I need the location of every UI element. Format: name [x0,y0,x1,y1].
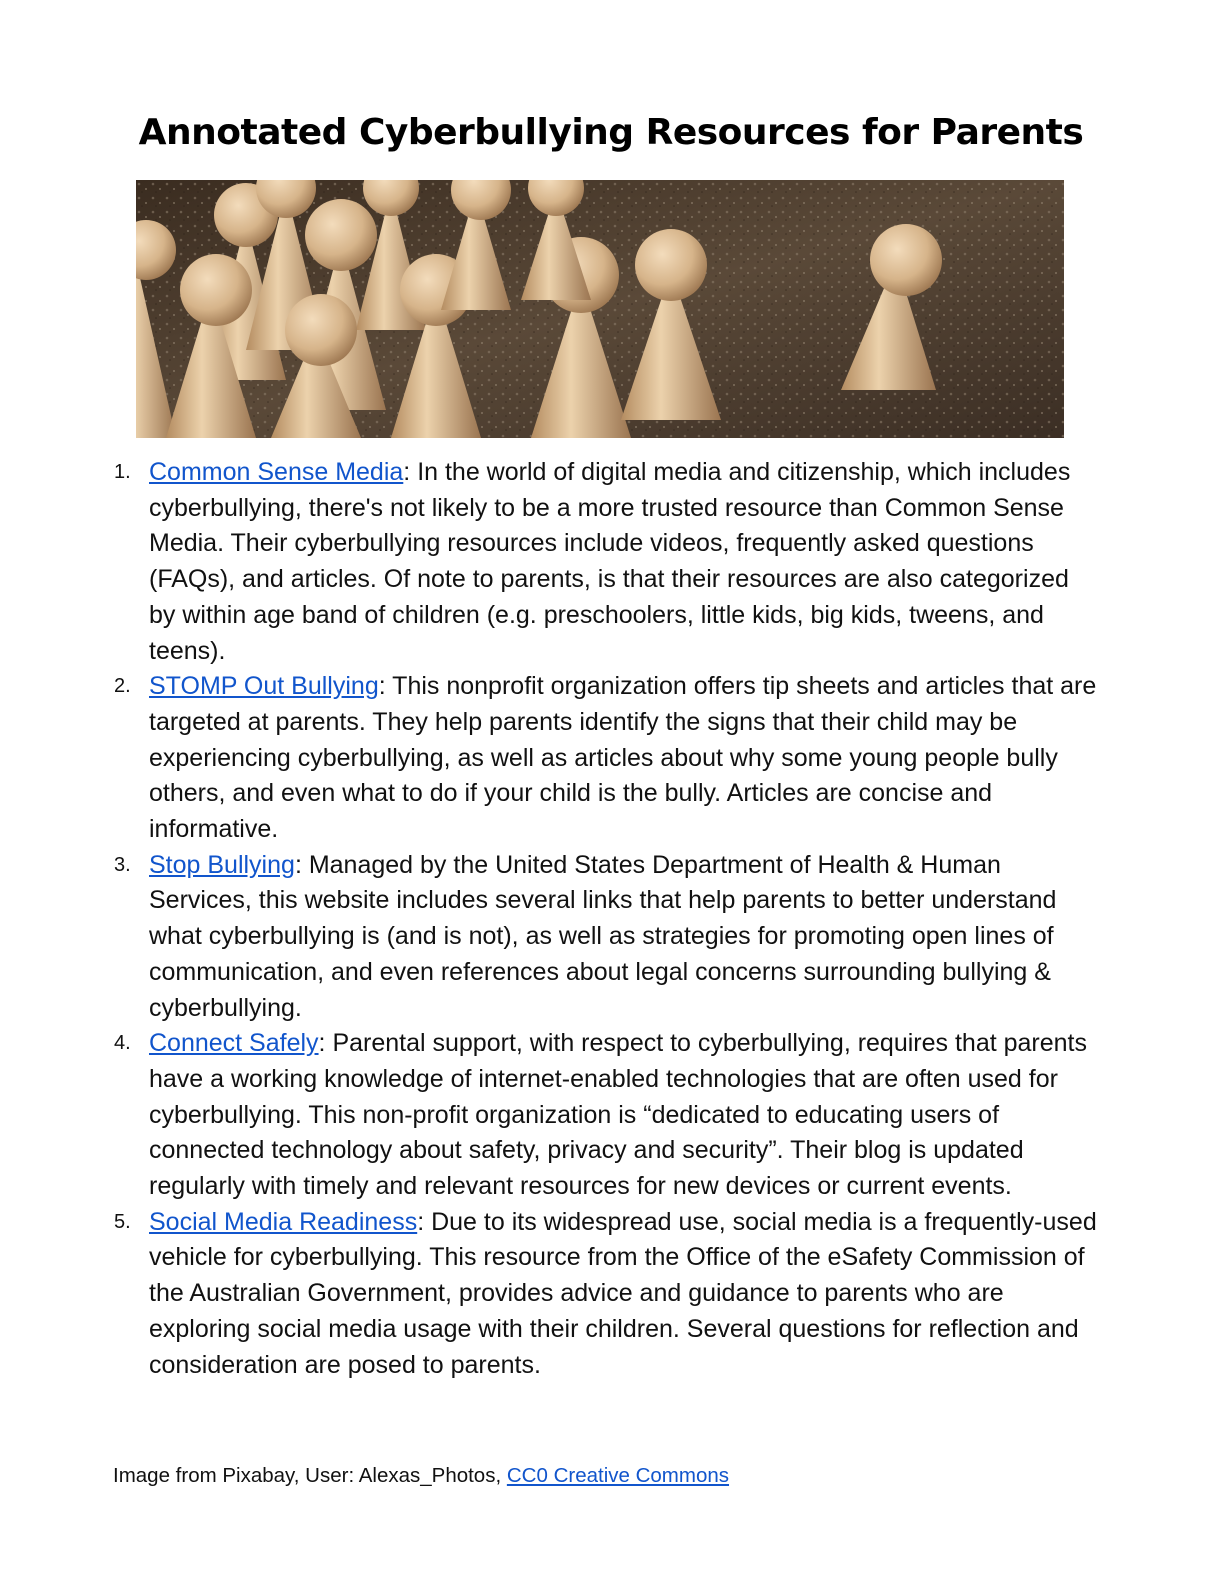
list-number: 5. [114,1210,131,1233]
resource-description: : Parental support, with respect to cyberbullying, requires that parents have a working knowledge of internet-enabled technologies that are often used for cyberbullying. This non-profit organization is “dedicated to educating users of connected technology about safety, privacy and security”. Their blog is updated regularly with timely and relevant resources for new devices or current events. [149,1029,1088,1201]
page-title: Annotated Cyberbullying Resources for Parents [138,112,1084,153]
resource-description: : Due to its widespread use, social media is a frequently-used vehicle for cyberbullying. This resource from the Office of the eSafety Commission of the Australian Government, provides advice and guidance to parents who are exploring social media usage with their children. Several questions for reflection and consideration are posed to parents. [149,1207,1097,1379]
resource-description: : Managed by the United States Department of Health & Human Services, this website includes several links that help parents to better understand what cyberbullying is (and is not), as well as strategies for promoting open lines of communication, and even references about legal concerns surrounding bullying & cyberbullying. [149,850,1057,1022]
wooden-pawns-photo [136,180,1064,438]
list-item [108,1026,1098,1205]
list-item [108,669,1098,848]
social-media-readiness-link[interactable]: Social Media Readiness [149,1207,418,1236]
image-credit [113,1464,729,1488]
resource-description: : In the world of digital media and citizenship, which includes cyberbullying, there's not likely to be a more trusted resource than Common Sense Media. Their cyberbullying resources include videos, frequently asked questions (FAQs), and articles. Of note to parents, is that their resources are also categorized by within age band of children (e.g. preschoolers, little kids, big kids, tweens, and teens). [149,458,1071,665]
list-item [108,455,1098,669]
connect-safely-link[interactable]: Connect Safely [149,1029,319,1058]
list-item [108,1205,1098,1384]
stop-bullying-link[interactable]: Stop Bullying [149,850,295,879]
list-number: 1. [114,461,131,483]
stomp-out-bullying-link[interactable]: STOMP Out Bullying [149,672,379,701]
hero-image [136,180,1064,438]
resource-description: : This nonprofit organization offers tip sheets and articles that are targeted at parents. They help parents identify the signs that their child may be experiencing cyberbullying, as well as articles about why some young people bully others, and even what to do if your child is the bully. Articles are concise and informative. [149,672,1097,844]
list-number: 4. [114,1032,131,1055]
list-item [108,848,1098,1027]
credit-text: Image from Pixabay, User: Alexas_Photos, [113,1464,507,1487]
list-number: 3. [114,853,131,876]
license-link[interactable]: CC0 Creative Commons [506,1464,730,1487]
list-number: 2. [114,675,131,698]
common-sense-media-link[interactable]: Common Sense Media [149,458,404,486]
resource-list [108,455,1098,1383]
